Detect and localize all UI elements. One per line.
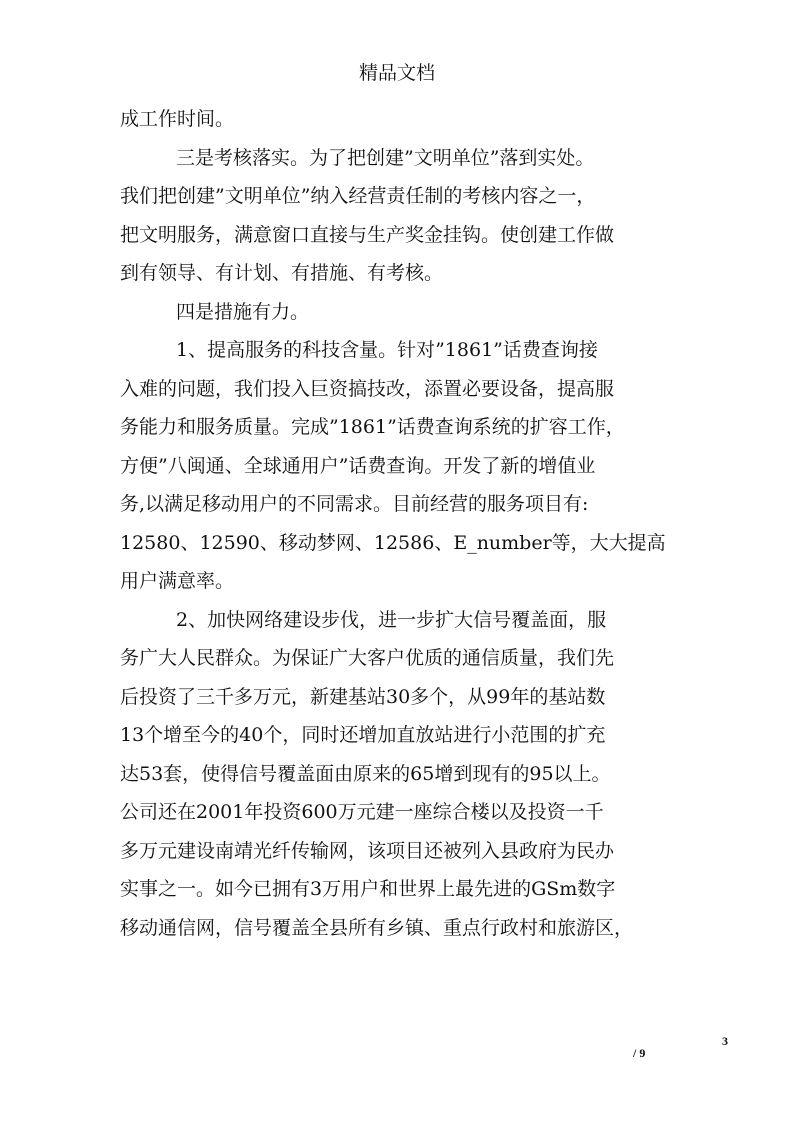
body-line: 1、提高服务的科技含量。针对”1861”话费查询接 — [176, 339, 598, 361]
body-line: 到有领导、有计划、有措施、有考核。 — [120, 262, 444, 284]
body-line: 移动通信网，信号覆盖全县所有乡镇、重点行政村和旅游区， — [120, 916, 634, 939]
body-line: 方便”八闽通、全球通用户”话费查询。开发了新的增值业 — [120, 454, 596, 477]
body-line: 多万元建设南靖光纤传输网，该项目还被列入县政府为民办 — [120, 839, 615, 862]
body-line: 达53套，使得信号覆盖面由原来的65增到现有的95以上。 — [120, 762, 611, 785]
body-line: 后投资了三千多万元，新建基站30多个，从99年的基站数 — [120, 685, 606, 708]
body-line: 务能力和服务质量。完成”1861”话费查询系统的扩容工作， — [120, 416, 625, 438]
page-number: 3 — [722, 1034, 728, 1048]
body-line: 我们把创建”文明单位”纳入经营责任制的考核内容之一， — [120, 185, 596, 207]
body-line: 2、加快网络建设步伐，进一步扩大信号覆盖面，服 — [176, 608, 607, 631]
page-total: / 9 — [633, 1046, 646, 1060]
body-line: 用户满意率。 — [120, 570, 235, 592]
body-line: 务广大人民群众。为保证广大客户优质的通信质量，我们先 — [120, 647, 615, 669]
body-line: 入难的问题，我们投入巨资搞技改，添置必要设备，提高服 — [120, 377, 615, 400]
body-line: 四是措施有力。 — [176, 300, 310, 323]
body-line: 实事之一。如今已拥有3万用户和世界上最先进的GSm数字 — [120, 878, 616, 900]
document-body — [120, 100, 680, 947]
body-line: 把文明服务，满意窗口直接与生产奖金挂钩。使创建工作做 — [120, 223, 615, 246]
body-line: 成工作时间。 — [120, 108, 235, 130]
body-line: 13个增至今的40个，同时还增加直放站进行小范围的扩充 — [120, 724, 606, 746]
body-line: 12580、12590、移动梦网、12586、E_number等，大大提高 — [120, 531, 666, 554]
body-line: 务,以满足移动用户的不同需求。目前经营的服务项目有: — [120, 493, 589, 515]
body-line: 公司还在2001年投资600万元建一座综合楼以及投资一千 — [120, 801, 604, 823]
document-header-title: 精品文档 — [358, 62, 435, 84]
body-line: 三是考核落实。为了把创建”文明单位”落到实处。 — [176, 146, 595, 169]
